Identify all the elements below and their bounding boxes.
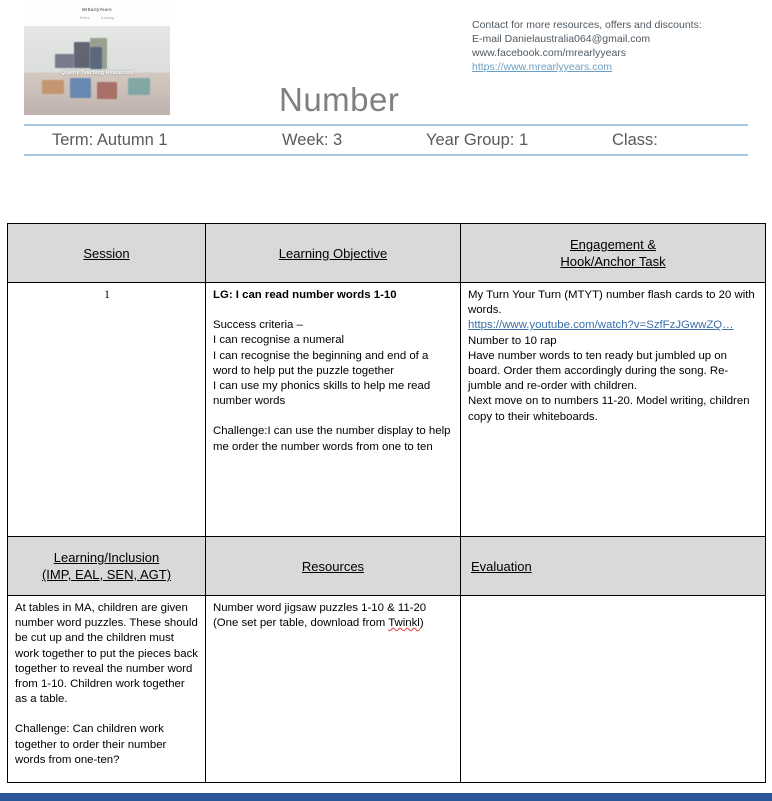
logo-brand-text: MrEarlyYears xyxy=(82,7,112,12)
contact-line-email: E-mail Danielaustralia064@gmail.com xyxy=(472,33,651,45)
cell-learning-inclusion[interactable] xyxy=(8,596,206,783)
year-group-field: Year Group: 1 xyxy=(426,131,529,149)
lg-statement: LG: I can read number words 1-10 xyxy=(213,289,397,301)
contact-line-intro: Contact for more resources, offers and discounts: xyxy=(472,19,702,31)
term-field: Term: Autumn 1 xyxy=(52,131,168,149)
class-field: Class: xyxy=(612,131,658,149)
header-label-session: Session xyxy=(83,245,130,261)
header-cell-session xyxy=(8,224,206,283)
lesson-plan-table xyxy=(7,223,766,783)
success-criterion-1: I can recognise a numeral xyxy=(213,334,345,347)
week-field: Week: 3 xyxy=(282,131,343,149)
header-cell-learning-inclusion xyxy=(8,537,206,596)
page-title: Number xyxy=(279,81,400,118)
website-link[interactable]: https://www.mrearlyyears.com xyxy=(472,61,613,73)
header-label-resources: Resources xyxy=(301,558,365,574)
cell-engagement[interactable] xyxy=(461,283,766,537)
header-cell-evaluation xyxy=(461,537,766,596)
logo-image xyxy=(24,2,170,115)
logo-photo xyxy=(24,26,170,115)
youtube-link[interactable]: https://www.youtube.com/watch?v=SzfFzJGwwZQ… xyxy=(468,319,734,332)
logo-caption: Quality Teaching Resources xyxy=(60,70,134,76)
contact-line-facebook: www.facebook.com/mrearlyyears xyxy=(472,47,627,59)
logo-nav-item-home: Home xyxy=(80,16,90,20)
resources-text-after: ) xyxy=(419,617,424,630)
inclusion-main-text: At tables in MA, children are given number word puzzles. These should be cut up and the children must work together to put the pieces back together to reveal the number word from 1-10. Children work together as a table. xyxy=(15,602,198,706)
table-header-row-1 xyxy=(8,224,766,283)
table-row xyxy=(8,596,766,783)
engagement-body-2: Next move on to numbers 11-20. Model writing, children copy to their whiteboards. xyxy=(468,395,750,423)
success-criterion-3: I can use my phonics skills to help me read number words xyxy=(213,380,431,408)
header-label-learning-inclusion-line2: (IMP, EAL, SEN, AGT) xyxy=(41,567,172,582)
header-cell-engagement xyxy=(461,224,766,283)
engagement-body: Have number words to ten ready but jumbled up on board. Order them accordingly during the song. Re-jumble and re-order with children. xyxy=(468,349,729,393)
header-cell-resources xyxy=(206,537,461,596)
document-header xyxy=(0,0,772,222)
resources-spellchecked-word: Twinkl xyxy=(388,617,420,630)
contact-block xyxy=(472,18,702,74)
success-criteria-heading: Success criteria – xyxy=(213,319,303,332)
header-label-evaluation: Evaluation xyxy=(471,558,532,574)
header-cell-learning-objective xyxy=(206,224,461,283)
table-header-row-2 xyxy=(8,537,766,596)
logo-nav xyxy=(24,16,170,20)
engagement-rap-line: Number to 10 rap xyxy=(468,334,557,347)
resources-text xyxy=(213,601,454,631)
cell-session-number[interactable] xyxy=(8,283,206,537)
resources-text-before: Number word jigsaw puzzles 1-10 & 11-20 (One set per table, download from xyxy=(213,602,427,630)
header-label-learning-objective: Learning Objective xyxy=(278,245,388,261)
cell-resources[interactable] xyxy=(206,596,461,783)
session-number: 1 xyxy=(104,289,110,301)
cell-evaluation[interactable] xyxy=(461,596,766,783)
term-info-bar xyxy=(24,124,748,156)
bottom-chrome-bar xyxy=(0,793,772,801)
success-criterion-2: I can recognise the beginning and end of a word to help put the puzzle together xyxy=(213,349,429,377)
logo-nav-item-catalog: Catalog xyxy=(100,16,114,20)
header-label-engagement-line1: Engagement & xyxy=(569,237,656,252)
challenge-statement: Challenge:I can use the number display to help me order the number words from one to ten xyxy=(213,425,451,453)
header-label-engagement-line2: Hook/Anchor Task xyxy=(560,254,666,269)
table-row xyxy=(8,283,766,537)
header-label-learning-inclusion-line1: Learning/Inclusion xyxy=(53,550,160,565)
inclusion-challenge-text: Challenge: Can children work together to order their number words from one-ten? xyxy=(15,723,167,766)
cell-learning-objective[interactable] xyxy=(206,283,461,537)
engagement-intro: My Turn Your Turn (MTYT) number flash cards to 20 with words. xyxy=(468,289,755,317)
